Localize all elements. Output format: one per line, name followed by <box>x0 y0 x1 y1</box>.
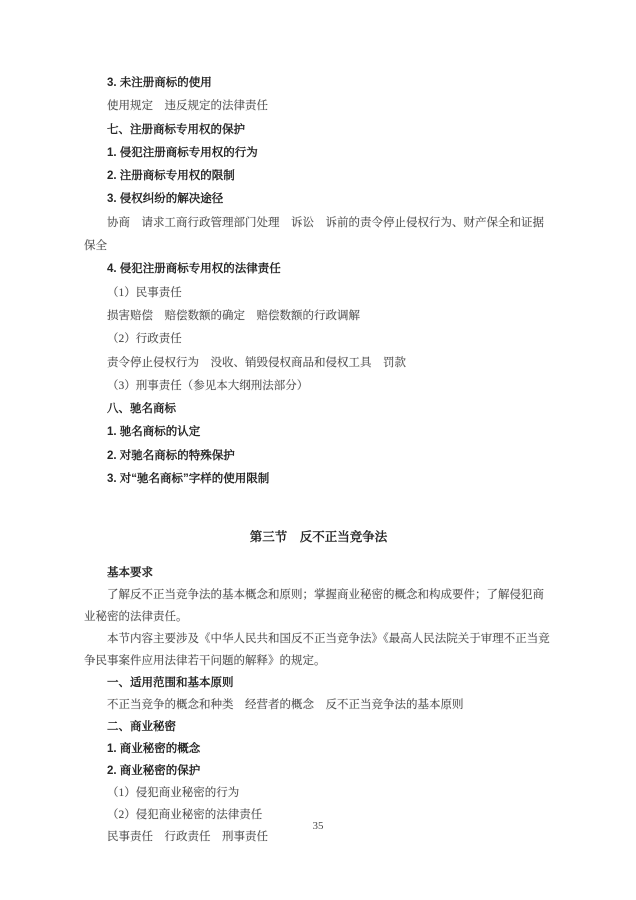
document-line: 基本要求 <box>107 566 153 579</box>
document-line: 一、适用范围和基本原则 <box>107 676 234 689</box>
document-line: 不正当竞争的概念和种类 经营者的概念 反不正当竞争法的基本原则 <box>107 698 464 711</box>
document-line: 损害赔偿 赔偿数额的确定 赔偿数额的行政调解 <box>107 309 360 322</box>
document-line: 本节内容主要涉及《中华人民共和国反不正当竞争法》《最高人民法院关于审理不正当竞争民事案件应用法律若干问题的解释》的规定。 <box>84 632 550 667</box>
document-line: 3. 未注册商标的使用 <box>107 77 212 89</box>
document-line: （1）民事责任 <box>107 286 182 299</box>
document-line: 4. 侵犯注册商标专用权的法律责任 <box>107 263 281 276</box>
document-line: 七、注册商标专用权的保护 <box>107 123 245 136</box>
document-line: 协商 请求工商行政管理部门处理 诉讼 诉前的责令停止侵权行为、财产保全和证据保全 <box>84 216 544 253</box>
document-line: 3. 侵权纠纷的解决途径 <box>107 193 224 206</box>
section-title: 第三节 反不正当竞争法 <box>249 530 388 545</box>
document-line: （2）行政责任 <box>107 333 182 346</box>
document-line: （2）侵犯商业秘密的法律责任 <box>107 808 263 821</box>
document-line: 责令停止侵权行为 没收、销毁侵权商品和侵权工具 罚款 <box>107 356 406 369</box>
outline-unfair-competition-section <box>84 562 553 848</box>
document-line: 八、驰名商标 <box>107 403 176 416</box>
document-line: 1. 侵犯注册商标专用权的行为 <box>107 146 258 159</box>
document-line: 2. 对驰名商标的特殊保护 <box>107 449 235 462</box>
document-line: 民事责任 行政责任 刑事责任 <box>107 830 268 843</box>
document-line: （3）刑事责任（参见本大纲刑法部分） <box>107 379 309 392</box>
document-line: 1. 驰名商标的认定 <box>107 426 201 439</box>
page-number: 35 <box>312 820 324 832</box>
document-line: 了解反不正当竞争法的基本概念和原则；掌握商业秘密的概念和构成要件；了解侵犯商业秘密的法律责任。 <box>84 588 544 623</box>
outline-trademark-section <box>84 72 553 491</box>
document-line: 2. 注册商标专用权的限制 <box>107 170 235 183</box>
document-line: 3. 对“驰名商标”字样的使用限制 <box>107 473 270 486</box>
document-line: （1）侵犯商业秘密的行为 <box>107 786 240 799</box>
page-content <box>84 72 553 848</box>
document-line: 2. 商业秘密的保护 <box>107 764 201 777</box>
document-line: 1. 商业秘密的概念 <box>107 742 201 755</box>
document-line: 二、商业秘密 <box>107 720 176 733</box>
document-line: 使用规定 违反规定的法律责任 <box>107 100 268 113</box>
